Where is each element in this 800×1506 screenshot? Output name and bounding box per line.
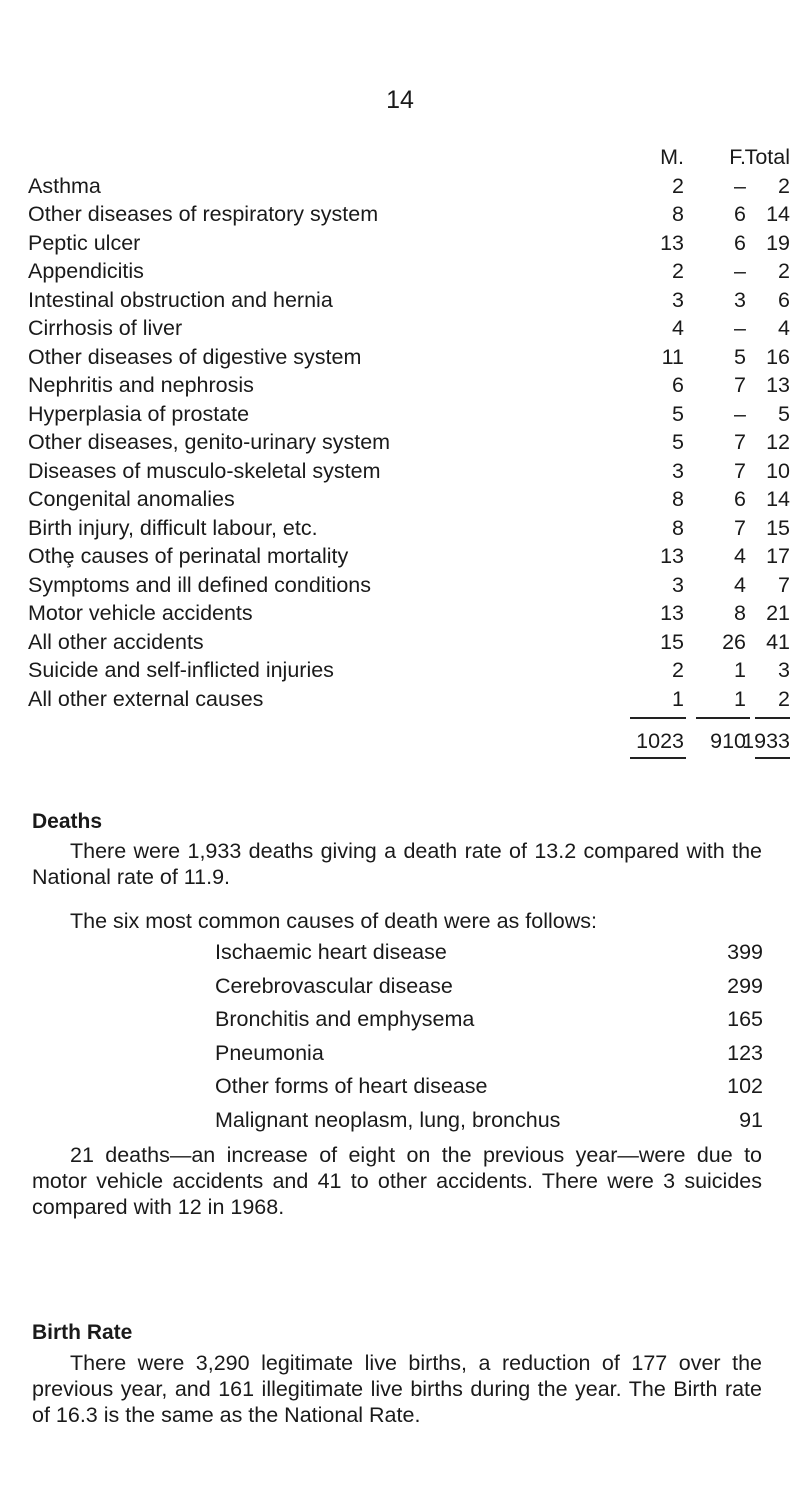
cause-label: Cirrhosis of liver (28, 316, 183, 340)
female-count: 7 (734, 373, 746, 397)
female-count: 26 (722, 629, 746, 654)
male-count: 5 (672, 401, 684, 426)
female-count: – (734, 173, 746, 198)
total-count: 6 (778, 287, 790, 312)
cause-label: Motor vehicle accidents (28, 601, 253, 625)
cause-label: Congenital anomalies (28, 487, 235, 511)
female-count: 5 (734, 344, 746, 369)
cause-row (215, 1070, 763, 1104)
rule-total (755, 717, 790, 719)
table-row (28, 457, 790, 486)
total-count: 3 (778, 658, 790, 682)
cause-label: Other forms of heart disease (215, 1074, 488, 1098)
birth-rate-paragraph: There were 3,290 legitimate live births, a reduction of 177 over the previous year, and 161 illegitimate live births during the year. The Birth rate of 16.3 is the same as the National Rate. (32, 1351, 762, 1427)
cause-label: Bronchitis and emphysema (215, 1007, 475, 1031)
cause-label: Suicide and self-inflicted injuries (28, 658, 334, 682)
total-count: 7 (778, 572, 790, 597)
female-count: 7 (734, 430, 746, 454)
male-count: 3 (672, 458, 684, 483)
header-male: M. (660, 145, 684, 169)
total-count: 4 (778, 316, 790, 340)
female-count: 6 (734, 202, 746, 226)
table-row (28, 343, 790, 372)
male-count: 2 (672, 173, 684, 198)
total-count: 2 (778, 686, 790, 711)
cause-row (215, 1104, 763, 1138)
female-count: 4 (734, 572, 746, 597)
totals-row (28, 727, 790, 757)
total-count: 15 (766, 515, 790, 540)
female-count: – (734, 259, 746, 283)
female-count: 8 (734, 601, 746, 625)
male-count: 5 (672, 430, 684, 454)
total-all: 1933 (742, 729, 790, 753)
table-row (28, 286, 790, 315)
table-row (28, 314, 790, 343)
cause-label: Nephritis and nephrosis (28, 373, 254, 397)
female-count: 7 (734, 458, 746, 483)
male-count: 3 (672, 572, 684, 597)
total-male: 1023 (636, 729, 684, 753)
table-row (28, 371, 790, 400)
female-count: 4 (734, 544, 746, 568)
table-row (28, 229, 790, 258)
cause-label: Pneumonia (215, 1040, 324, 1065)
female-count: 6 (734, 487, 746, 511)
underline-total (755, 757, 790, 759)
table-row (28, 172, 790, 201)
total-count: 14 (766, 202, 790, 226)
cause-value: 165 (727, 1007, 763, 1031)
total-count: 10 (766, 458, 790, 483)
table-row (28, 542, 790, 571)
birth-rate-heading: Birth Rate (32, 1321, 133, 1344)
female-count: 3 (734, 287, 746, 312)
rule-female (696, 717, 750, 719)
cause-label: Appendicitis (28, 259, 144, 283)
accidents-paragraph: 21 deaths—an increase of eight on the previous year—were due to motor vehicle accidents and 41 to other accidents. There were 3 suicides compared with 12 in 1968. (32, 1143, 762, 1219)
common-causes-list (215, 936, 763, 1137)
table-header (28, 143, 790, 172)
total-count: 41 (766, 629, 790, 654)
total-count: 13 (766, 373, 790, 397)
cause-label: Other diseases of respiratory system (28, 202, 379, 226)
table-row (28, 685, 790, 714)
table-row (28, 428, 790, 457)
total-count: 2 (778, 259, 790, 283)
total-count: 17 (766, 544, 790, 568)
male-count: 13 (660, 601, 684, 625)
cause-row (215, 970, 763, 1004)
table-row (28, 571, 790, 600)
cause-row (215, 1003, 763, 1037)
cause-label: Other diseases of digestive system (28, 344, 362, 369)
table-row (28, 200, 790, 229)
header-female: F. (729, 145, 746, 169)
female-count: 6 (734, 230, 746, 255)
cause-label: Hyperplasia of prostate (28, 401, 250, 426)
female-count: – (734, 401, 746, 426)
cause-value: 399 (727, 940, 763, 964)
total-count: 2 (778, 173, 790, 198)
male-count: 3 (672, 287, 684, 312)
male-count: 2 (672, 658, 684, 682)
male-count: 4 (672, 316, 684, 340)
cause-label: Peptic ulcer (28, 230, 141, 255)
total-count: 19 (766, 230, 790, 255)
deaths-paragraph: There were 1,933 deaths giving a death rate of 13.2 compared with the National rate of 11.9. (32, 839, 762, 889)
cause-label: Othȩ causes of perinatal mortality (28, 544, 349, 568)
table-row (28, 514, 790, 543)
deaths-intro: The six most common causes of death were as follows: (70, 909, 597, 933)
cause-label: Other diseases, genito-urinary system (28, 430, 391, 454)
male-count: 8 (672, 202, 684, 226)
table-row (28, 628, 790, 657)
female-count: 7 (734, 515, 746, 540)
cause-value: 299 (727, 973, 763, 998)
male-count: 2 (672, 259, 684, 283)
cause-row (215, 1037, 763, 1071)
cause-label: Malignant neoplasm, lung, bronchus (215, 1107, 561, 1132)
cause-value: 123 (727, 1040, 763, 1065)
table-row (28, 599, 790, 628)
male-count: 13 (660, 230, 684, 255)
total-count: 21 (766, 601, 790, 625)
male-count: 15 (660, 629, 684, 654)
female-count: 1 (734, 686, 746, 711)
male-count: 8 (672, 515, 684, 540)
cause-label: Asthma (28, 173, 101, 198)
table-row (28, 485, 790, 514)
header-total: Total (744, 145, 790, 169)
cause-label: Birth injury, difficult labour, etc. (28, 515, 318, 540)
female-count: 1 (734, 658, 746, 682)
cause-value: 91 (739, 1107, 763, 1132)
total-female: 910 (710, 729, 746, 753)
table-row (28, 656, 790, 685)
male-count: 1 (672, 686, 684, 711)
underline-male (630, 757, 686, 759)
male-count: 8 (672, 487, 684, 511)
total-count: 14 (766, 487, 790, 511)
total-count: 12 (766, 430, 790, 454)
male-count: 6 (672, 373, 684, 397)
total-count: 16 (766, 344, 790, 369)
total-count: 5 (778, 401, 790, 426)
mortality-table (28, 143, 790, 761)
cause-label: Intestinal obstruction and hernia (28, 287, 333, 312)
deaths-heading: Deaths (32, 810, 103, 833)
cause-value: 102 (727, 1074, 763, 1098)
table-row (28, 257, 790, 286)
cause-label: Symptoms and ill defined conditions (28, 572, 371, 597)
cause-row (215, 936, 763, 970)
rule-male (630, 717, 686, 719)
cause-label: All other external causes (28, 686, 264, 711)
male-count: 11 (661, 344, 684, 369)
cause-label: Ischaemic heart disease (215, 940, 447, 964)
cause-label: All other accidents (28, 629, 204, 654)
female-count: – (734, 316, 746, 340)
table-row (28, 400, 790, 429)
cause-label: Cerebrovascular disease (215, 973, 453, 998)
cause-label: Diseases of musculo-skeletal system (28, 458, 381, 483)
male-count: 13 (660, 544, 684, 568)
page-number: 14 (386, 86, 414, 114)
